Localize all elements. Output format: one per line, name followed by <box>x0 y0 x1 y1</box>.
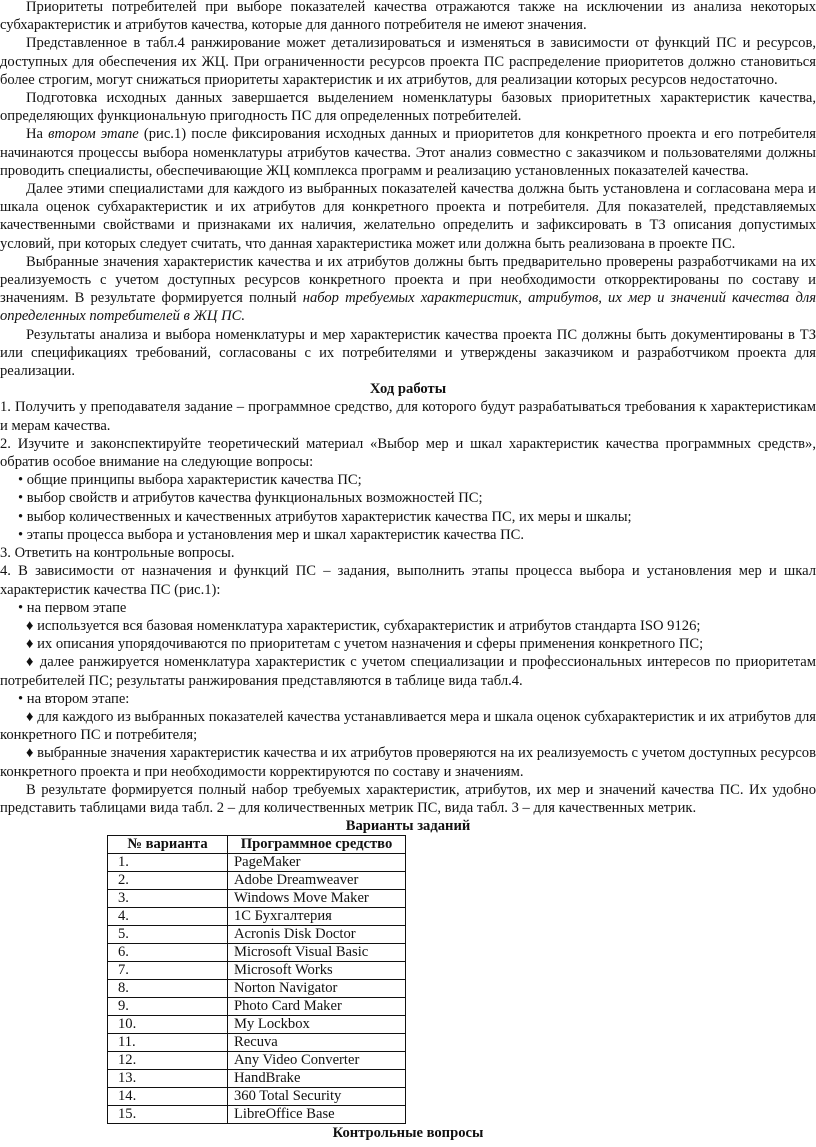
software-name: Any Video Converter <box>228 1052 406 1070</box>
variants-table <box>107 835 406 1124</box>
variant-number: 12. <box>108 1052 228 1070</box>
text-run: Выбранные значения характеристик качества и их атрибутов должны быть предварительно проверены разработчиками на их реализуемость с учетом доступных ресурсов конкретного проекта и при необходимости откорректированы по составу и значениям. В результате формируется полный <box>0 253 816 307</box>
diamond-item: ♦ выбранные значения характеристик качества и их атрибутов проверяются на их реализуемость с учетом доступных ресурсов конкретного проекта и при необходимости корректируются по составу и значениям. <box>0 745 816 780</box>
italic-term: втором этапе <box>48 126 139 143</box>
diamond-item: ♦ для каждого из выбранных показателей качества устанавливается мера и шкала оценок субхарактеристик и их атрибутов для конкретного ПС и потребителя; <box>0 708 816 744</box>
variant-number: 4. <box>108 908 228 926</box>
table-row <box>108 1088 406 1106</box>
software-name: Microsoft Works <box>228 962 406 980</box>
paragraph: Результаты анализа и выбора номенклатуры и мер характеристик качества проекта ПС должны быть документированы в ТЗ или спецификациях требований, согласованы с их потребителями и утверждены заказчиком и разработчиком проекта для реализации. <box>0 326 816 380</box>
software-name: LibreOffice Base <box>228 1106 406 1124</box>
step-item: 1. Получить у преподавателя задание – программное средство, для которого будут разрабатываться требования к характеристикам и мерам качества. <box>0 399 816 434</box>
variant-number: 2. <box>108 872 228 890</box>
text-run: На <box>26 126 49 143</box>
step-item: 2. Изучите и законспектируйте теоретический материал «Выбор мер и шкал характеристик качества программных средств», обратив особое внимание на следующие вопросы: <box>0 435 816 471</box>
software-name: Norton Navigator <box>228 980 406 998</box>
software-name: Acronis Disk Doctor <box>228 926 406 944</box>
diamond-item: ♦ используется вся базовая номенклатура характеристик, субхарактеристик и атрибутов стандарта ISO 9126; <box>26 617 701 634</box>
text-run: (рис.1) после фиксирования исходных данных и приоритетов для конкретного проекта и его потребителя начинаются процессы выбора номенклатуры атрибутов качества. Этот анализ совместно с заказчиком и пользователями должны проводить специалисты, обеспечивающие ЖЦ комплекса программ и реализацию установленных показателей качества. <box>0 126 816 179</box>
variant-number: 7. <box>108 962 228 980</box>
software-name: Windows Move Maker <box>228 890 406 908</box>
software-name: Microsoft Visual Basic <box>228 944 406 962</box>
paragraph: Приоритеты потребителей при выборе показателей качества отражаются также на исключении из анализа некоторых субхарактеристик и атрибутов качества, которые для данного потребителя не имеют значения. <box>0 0 816 34</box>
variant-number: 1. <box>108 854 228 872</box>
table-row <box>108 998 406 1016</box>
bullet-item: • общие принципы выбора характеристик качества ПС; <box>18 472 362 489</box>
variant-number: 9. <box>108 998 228 1016</box>
column-header-number: № варианта <box>108 836 228 854</box>
table-row <box>108 872 406 890</box>
table-header-row <box>108 836 406 854</box>
table-row <box>108 854 406 872</box>
software-name: My Lockbox <box>228 1016 406 1034</box>
table-row <box>108 1070 406 1088</box>
table-row <box>108 962 406 980</box>
bullet-item: • на втором этапе: <box>18 690 130 707</box>
software-name: 360 Total Security <box>228 1088 406 1106</box>
bullet-item: • выбор количественных и качественных атрибутов характеристик качества ПС, их меры и шкалы; <box>18 508 632 525</box>
step-item: 4. В зависимости от назначения и функций ПС – задания, выполнить этапы процесса выбора и установления мер и шкал характеристик качества ПС (рис.1): <box>0 563 816 598</box>
variant-number: 11. <box>108 1034 228 1052</box>
section-heading: Контрольные вопросы <box>332 1125 484 1142</box>
bullet-item: • выбор свойств и атрибутов качества функциональных возможностей ПС; <box>18 490 483 507</box>
table-row <box>108 908 406 926</box>
variant-number: 5. <box>108 926 228 944</box>
table-row <box>108 944 406 962</box>
variant-number: 10. <box>108 1016 228 1034</box>
table-row <box>108 1106 406 1124</box>
column-header-software: Программное средство <box>228 836 406 854</box>
variant-number: 3. <box>108 890 228 908</box>
diamond-item: ♦ их описания упорядочиваются по приоритетам с учетом назначения и сферы применения конкретного ПС; <box>26 636 704 653</box>
variant-number: 14. <box>108 1088 228 1106</box>
paragraph: Подготовка исходных данных завершается выделением номенклатуры базовых приоритетных характеристик качества, определяющих функциональную пригодность ПС для определенных потребителей. <box>0 90 816 125</box>
paragraph: Представленное в табл.4 ранжирование может детализироваться и изменяться в зависимости от функций ПС и ресурсов, доступных для обеспечения их ЖЦ. При ограниченности ресурсов проекта ПС распределение приоритетов должно становиться более строгим, могут снижаться приоритеты характеристик и их атрибутов, для реализации которых ресурсов недостаточно. <box>0 35 816 88</box>
software-name: Adobe Dreamweaver <box>228 872 406 890</box>
software-name: Recuva <box>228 1034 406 1052</box>
section-heading: Ход работы <box>369 381 447 398</box>
software-name: 1С Бухгалтерия <box>228 908 406 926</box>
diamond-item: ♦ далее ранжируется номенклатура характеристик с учетом специализации и профессиональных интересов по приоритетам потребителей ПС; результаты ранжирования представляются в таблице вида табл.4. <box>0 654 816 689</box>
bullet-item: • на первом этапе <box>18 599 127 616</box>
paragraph <box>0 253 816 326</box>
software-name: Photo Card Maker <box>228 998 406 1016</box>
table-title: Варианты заданий <box>345 818 471 835</box>
variant-number: 13. <box>108 1070 228 1088</box>
table-row <box>108 1016 406 1034</box>
paragraph <box>0 125 816 180</box>
paragraph: В результате формируется полный набор требуемых характеристик, атрибутов, их мер и значений качества ПС. Их удобно представить таблицами вида табл. 2 – для количественных метрик ПС, вида табл. 3 – для качественных метрик. <box>0 781 816 816</box>
software-name: HandBrake <box>228 1070 406 1088</box>
bullet-item: • этапы процесса выбора и установления мер и шкал характеристик качества ПС. <box>18 526 525 543</box>
software-name: PageMaker <box>228 854 406 872</box>
step-item: 3. Ответить на контрольные вопросы. <box>0 545 235 562</box>
table-row <box>108 890 406 908</box>
table-row <box>108 1052 406 1070</box>
table-row <box>108 926 406 944</box>
italic-term: набор требуемых характеристик, атрибутов, их мер и значений качества для определенных потребителей в ЖЦ ПС. <box>0 290 816 325</box>
table-row <box>108 980 406 998</box>
variant-number: 15. <box>108 1106 228 1124</box>
paragraph: Далее этими специалистами для каждого из выбранных показателей качества должна быть установлена и согласована мера и шкала оценок субхарактеристик и их атрибутов для конкретного проекта и потребителя. Для показателей, представляемых качественными свойствами и признаками их наличия, желательно определить и зафиксировать в ТЗ описания допустимых условий, при которых следует считать, что данная характеристика может или должна быть реализована в проекте ПС. <box>0 181 816 252</box>
variant-number: 8. <box>108 980 228 998</box>
table-row <box>108 1034 406 1052</box>
variant-number: 6. <box>108 944 228 962</box>
